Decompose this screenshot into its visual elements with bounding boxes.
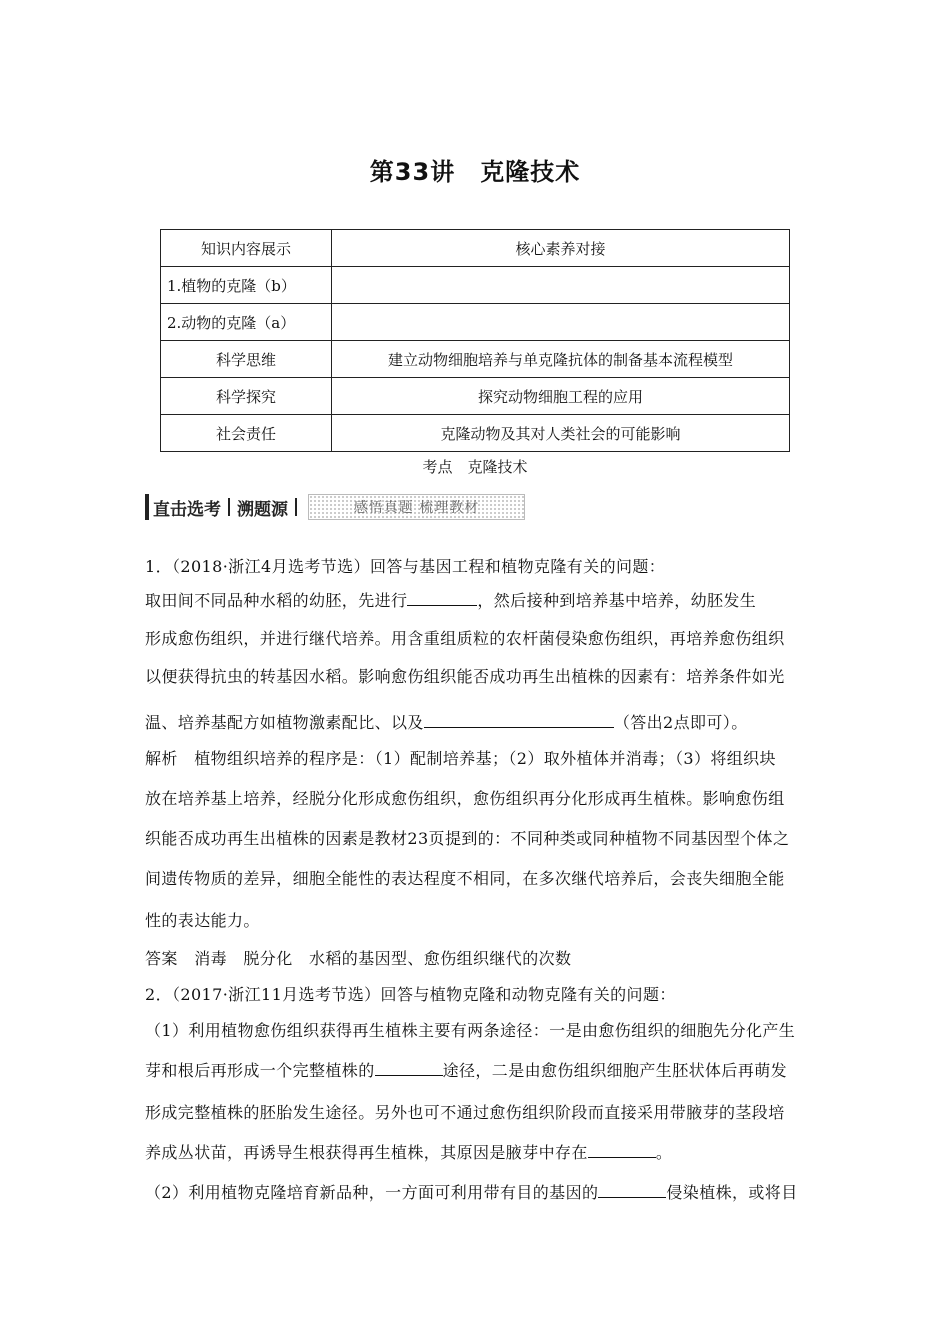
analysis-text: 间遗传物质的差异，细胞全能性的表达程度不相同，在多次继代培养后，会丧失细胞全能 — [145, 869, 785, 888]
table-row — [161, 304, 790, 341]
table-cell: 科学探究 — [161, 378, 332, 415]
analysis-text: 织能否成功再生出植株的因素是教材23页提到的：不同种类或同种植物不同基因型个体之 — [145, 829, 790, 848]
table-cell: 2.动物的克隆（a） — [161, 304, 332, 341]
question-2-text — [145, 1058, 787, 1081]
table-cell — [332, 304, 790, 341]
question-2-heading: 2．（2017·浙江11月选考节选）回答与植物克隆和动物克隆有关的问题： — [145, 985, 676, 1004]
question-2-text — [145, 1140, 672, 1163]
text-segment: ，然后接种到培养基中培养，幼胚发生 — [477, 591, 757, 610]
answer-text: 答案 消毒 脱分化 水稻的基因型、愈伤组织继代的次数 — [145, 949, 572, 968]
section-banner — [145, 494, 525, 520]
section-title: 考点 克隆技术 — [422, 458, 528, 476]
text-segment: 芽和根后再形成一个完整植株的 — [145, 1061, 375, 1080]
question-1-text: 形成愈伤组织，并进行继代培养。用含重组质粒的农杆菌侵染愈伤组织，再培养愈伤组织 — [145, 629, 785, 648]
table-cell: 探究动物细胞工程的应用 — [332, 378, 790, 415]
table-header-cell: 核心素养对接 — [332, 230, 790, 267]
table-cell: 1.植物的克隆（b） — [161, 267, 332, 304]
table-cell: 建立动物细胞培养与单克隆抗体的制备基本流程模型 — [332, 341, 790, 378]
answer-blank — [588, 1141, 656, 1158]
answer-blank — [407, 589, 477, 606]
text-segment: 养成丛状苗，再诱导生根获得再生植株，其原因是腋芽中存在 — [145, 1143, 588, 1162]
table-row — [161, 415, 790, 452]
question-2-text — [145, 1180, 798, 1203]
question-1-heading: 1．（2018·浙江4月选考节选）回答与基因工程和植物克隆有关的问题： — [145, 557, 666, 576]
banner-label-left2: 溯题源 — [237, 499, 288, 520]
answer-blank — [424, 711, 614, 728]
banner-label-left: 直击选考 — [145, 494, 225, 520]
question-2-text: 形成完整植株的胚胎发生途径。另外也可不通过愈伤组织阶段而直接采用带腋芽的茎段培 — [145, 1103, 785, 1122]
table-cell: 科学思维 — [161, 341, 332, 378]
text-segment: 取田间不同品种水稻的幼胚，先进行 — [145, 591, 408, 610]
analysis-text: 性的表达能力。 — [145, 911, 260, 930]
table-header-row — [161, 230, 790, 267]
table-row — [161, 341, 790, 378]
table-cell: 社会责任 — [161, 415, 332, 452]
text-segment: 。 — [655, 1143, 673, 1162]
banner-label-right: 感悟真题 梳理教材 — [308, 494, 525, 520]
question-2-text: （1）利用植物愈伤组织获得再生植株主要有两条途径：一是由愈伤组织的细胞先分化产生 — [145, 1021, 796, 1040]
question-1-text — [145, 588, 756, 611]
text-segment: 温、培养基配方如植物激素配比、以及 — [145, 713, 424, 732]
banner-divider — [295, 498, 297, 516]
text-segment: （2）利用植物克隆培育新品种，一方面可利用带有目的基因的 — [145, 1183, 599, 1202]
question-1-text — [145, 710, 748, 733]
table-row — [161, 267, 790, 304]
table-cell — [332, 267, 790, 304]
table-header-cell: 知识内容展示 — [161, 230, 332, 267]
text-segment: （答出2点即可）。 — [613, 713, 748, 732]
table-cell: 克隆动物及其对人类社会的可能影响 — [332, 415, 790, 452]
analysis-text: 放在培养基上培养，经脱分化形成愈伤组织，愈伤组织再分化形成再生植株。影响愈伤组 — [145, 789, 785, 808]
table-row — [161, 378, 790, 415]
core-literacy-table — [160, 229, 790, 452]
answer-blank — [598, 1181, 666, 1198]
page-title: 第33讲 克隆技术 — [369, 158, 581, 186]
text-segment: 途径，二是由愈伤组织细胞产生胚状体后再萌发 — [442, 1061, 788, 1080]
text-segment: 侵染植株，或将目 — [666, 1183, 798, 1202]
analysis-text: 解析 植物组织培养的程序是：（1）配制培养基；（2）取外植体并消毒；（3）将组织块 — [145, 749, 776, 768]
question-1-text: 以便获得抗虫的转基因水稻。影响愈伤组织能否成功再生出植株的因素有：培养条件如光 — [145, 667, 785, 686]
answer-blank — [375, 1059, 443, 1076]
banner-divider — [228, 498, 230, 516]
